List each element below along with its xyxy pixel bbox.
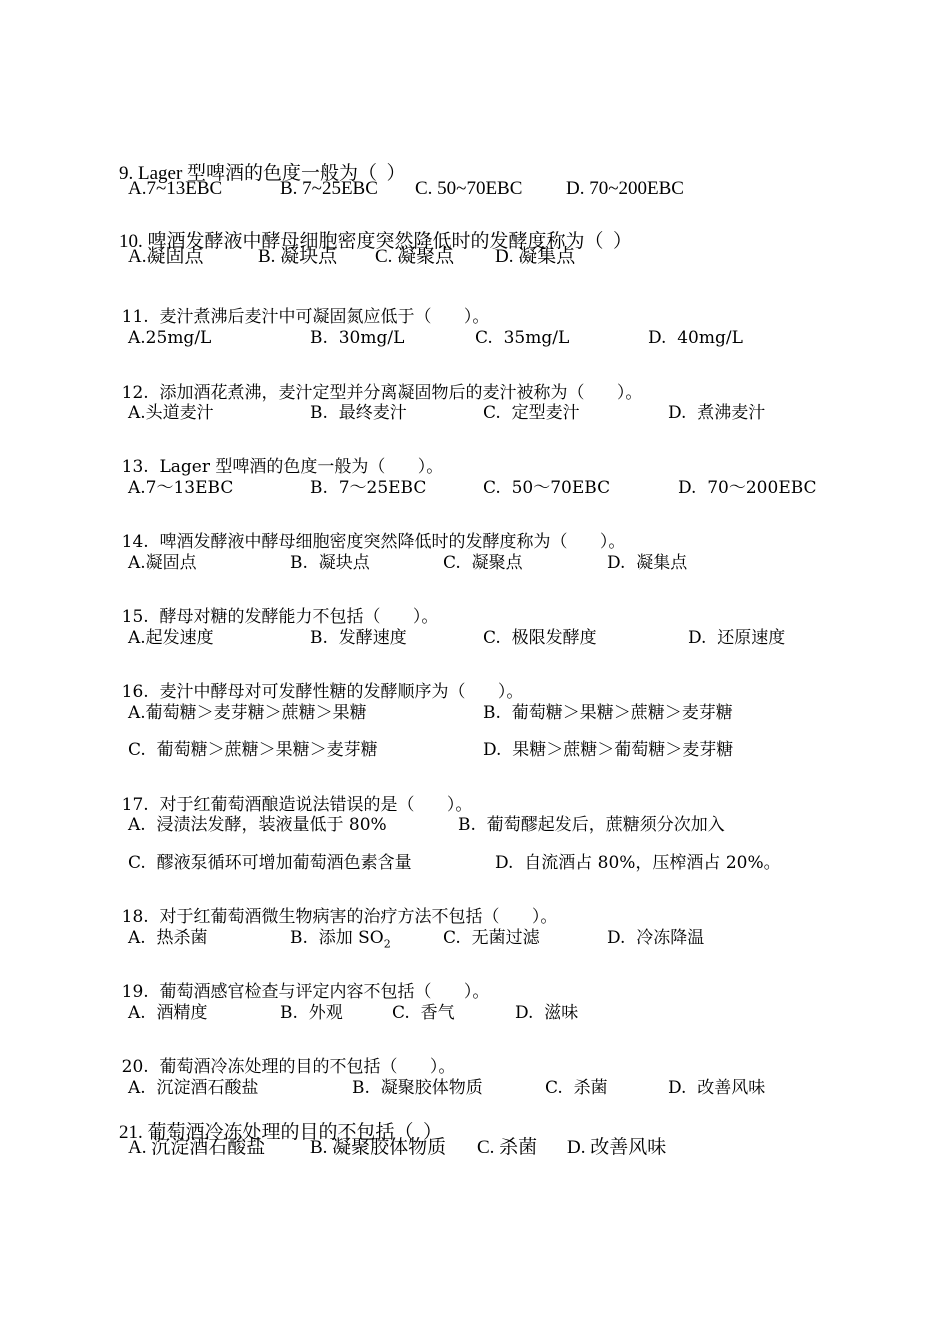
option-d: D. 40mg/L <box>648 328 743 348</box>
question-21 <box>100 1104 950 1143</box>
option-b: B. 凝块点 <box>258 246 338 267</box>
option-b <box>290 930 391 949</box>
option-c: C. 醪液泵循环可增加葡萄酒色素含量 <box>128 853 412 873</box>
option-a: A.7~13EBC <box>128 178 223 199</box>
question-stem: 对于红葡萄酒微生物病害的治疗方法不包括（ ）。 <box>159 907 558 927</box>
option-a: A. 热杀菌 <box>128 928 208 948</box>
option-a: A. 沉淀酒石酸盐 <box>128 1137 266 1158</box>
option-b: B. 凝聚胶体物质 <box>352 1078 483 1098</box>
question-stem: Lager 型啤酒的色度一般为（ ）。 <box>159 457 444 477</box>
question-number: 15. <box>121 607 149 627</box>
question-12 <box>100 368 950 403</box>
option-d: D. 滋味 <box>515 1003 579 1023</box>
option-b: B. 葡萄醪起发后，蔗糖须分次加入 <box>458 815 725 835</box>
question-stem: 啤酒发酵液中酵母细胞密度突然降低时的发酵度称为（ ）。 <box>159 532 626 552</box>
option-d: D. 冷冻降温 <box>607 928 705 948</box>
question-14 <box>100 517 950 552</box>
option-b: B. 7~25EBC <box>280 178 378 199</box>
question-stem: 添加酒花煮沸，麦汁定型并分离凝固物后的麦汁被称为（ ）。 <box>159 383 643 403</box>
option-a: A.葡萄糖＞麦芽糖＞蔗糖＞果糖 <box>128 703 367 723</box>
option-a: A.7～13EBC <box>128 478 234 498</box>
question-number: 12. <box>121 383 149 403</box>
question-11 <box>100 292 950 327</box>
option-d: D. 果糖＞蔗糖＞葡萄糖＞麦芽糖 <box>483 740 734 760</box>
option-d: D. 煮沸麦汁 <box>668 403 766 423</box>
option-b: B. 7～25EBC <box>310 478 427 498</box>
question-stem: 对于红葡萄酒酿造说法错误的是（ ）。 <box>159 795 473 815</box>
option-d: D. 凝集点 <box>607 553 688 573</box>
option-a: A.凝固点 <box>128 553 197 573</box>
question-15 <box>100 592 950 627</box>
question-stem: 麦汁煮沸后麦汁中可凝固氮应低于（ ）。 <box>159 307 490 327</box>
question-stem: Lager 型啤酒的色度一般为（ ） <box>138 163 406 184</box>
option-a: A. 浸渍法发酵，装液量低于 80% <box>128 815 387 835</box>
option-d: D. 还原速度 <box>688 628 786 648</box>
option-d: D. 自流酒占 80%，压榨酒占 20%。 <box>495 853 781 873</box>
question-number: 21. <box>119 1122 143 1143</box>
option-a: A.25mg/L <box>128 328 212 348</box>
option-b: B. 最终麦汁 <box>310 403 407 423</box>
option-c: C. 35mg/L <box>475 328 570 348</box>
option-c: C. 凝聚点 <box>443 553 523 573</box>
question-number: 14. <box>121 532 149 552</box>
question-number: 11. <box>121 307 149 327</box>
question-stem: 葡萄酒感官检查与评定内容不包括（ ）。 <box>159 982 490 1002</box>
option-d: D. 70～200EBC <box>678 478 817 498</box>
option-b: B. 葡萄糖＞果糖＞蔗糖＞麦芽糖 <box>483 703 733 723</box>
option-b: B. 凝聚胶体物质 <box>310 1137 447 1158</box>
option-a: A. 酒精度 <box>128 1003 208 1023</box>
option-d: D. 改善风味 <box>668 1078 766 1098</box>
option-a: A.头道麦汁 <box>128 403 214 423</box>
option-c: C. 极限发酵度 <box>483 628 597 648</box>
question-9 <box>100 145 950 184</box>
option-c: C. 杀菌 <box>545 1078 608 1098</box>
option-b: B. 发酵速度 <box>310 628 407 648</box>
question-number: 9. <box>119 163 134 184</box>
option-c: C. 杀菌 <box>477 1137 538 1158</box>
question-18 <box>100 892 950 927</box>
question-stem: 麦汁中酵母对可发酵性糖的发酵顺序为（ ）。 <box>159 682 524 702</box>
question-stem: 葡萄酒冷冻处理的目的不包括（ ）。 <box>159 1057 456 1077</box>
question-20 <box>100 1042 950 1077</box>
option-c: C. 葡萄糖＞蔗糖＞果糖＞麦芽糖 <box>128 740 378 760</box>
option-d: D. 改善风味 <box>567 1137 667 1158</box>
question-number: 18. <box>121 907 149 927</box>
question-number: 10. <box>119 231 143 252</box>
option-d: D. 70~200EBC <box>566 178 684 199</box>
option-b-text: B. 添加 SO <box>290 928 384 948</box>
question-stem: 酵母对糖的发酵能力不包括（ ）。 <box>159 607 439 627</box>
option-c: C. 无菌过滤 <box>443 928 540 948</box>
question-10 <box>100 213 950 252</box>
question-number: 13. <box>121 457 149 477</box>
question-17 <box>100 780 950 815</box>
option-b: B. 30mg/L <box>310 328 405 348</box>
option-a: A. 沉淀酒石酸盐 <box>128 1078 259 1098</box>
question-number: 16. <box>121 682 149 702</box>
option-d: D. 凝集点 <box>495 246 576 267</box>
option-a: A.起发速度 <box>128 628 214 648</box>
question-19 <box>100 967 950 1002</box>
option-b: B. 凝块点 <box>290 553 370 573</box>
question-13 <box>100 442 950 477</box>
option-a: A.凝固点 <box>128 246 204 267</box>
option-b: B. 外观 <box>280 1003 343 1023</box>
option-c: C. 定型麦汁 <box>483 403 580 423</box>
option-c: C. 50~70EBC <box>415 178 523 199</box>
question-number: 20. <box>121 1057 149 1077</box>
subscript: 2 <box>383 937 391 951</box>
option-c: C. 凝聚点 <box>375 246 455 267</box>
question-number: 19. <box>121 982 149 1002</box>
question-stem: 啤酒发酵液中酵母细胞密度突然降低时的发酵度称为（ ） <box>147 231 633 252</box>
question-number: 17. <box>121 795 149 815</box>
option-c: C. 香气 <box>392 1003 455 1023</box>
option-c: C. 50～70EBC <box>483 478 611 498</box>
question-16 <box>100 667 950 702</box>
question-stem: 葡萄酒冷冻处理的目的不包括（ ） <box>147 1122 443 1143</box>
